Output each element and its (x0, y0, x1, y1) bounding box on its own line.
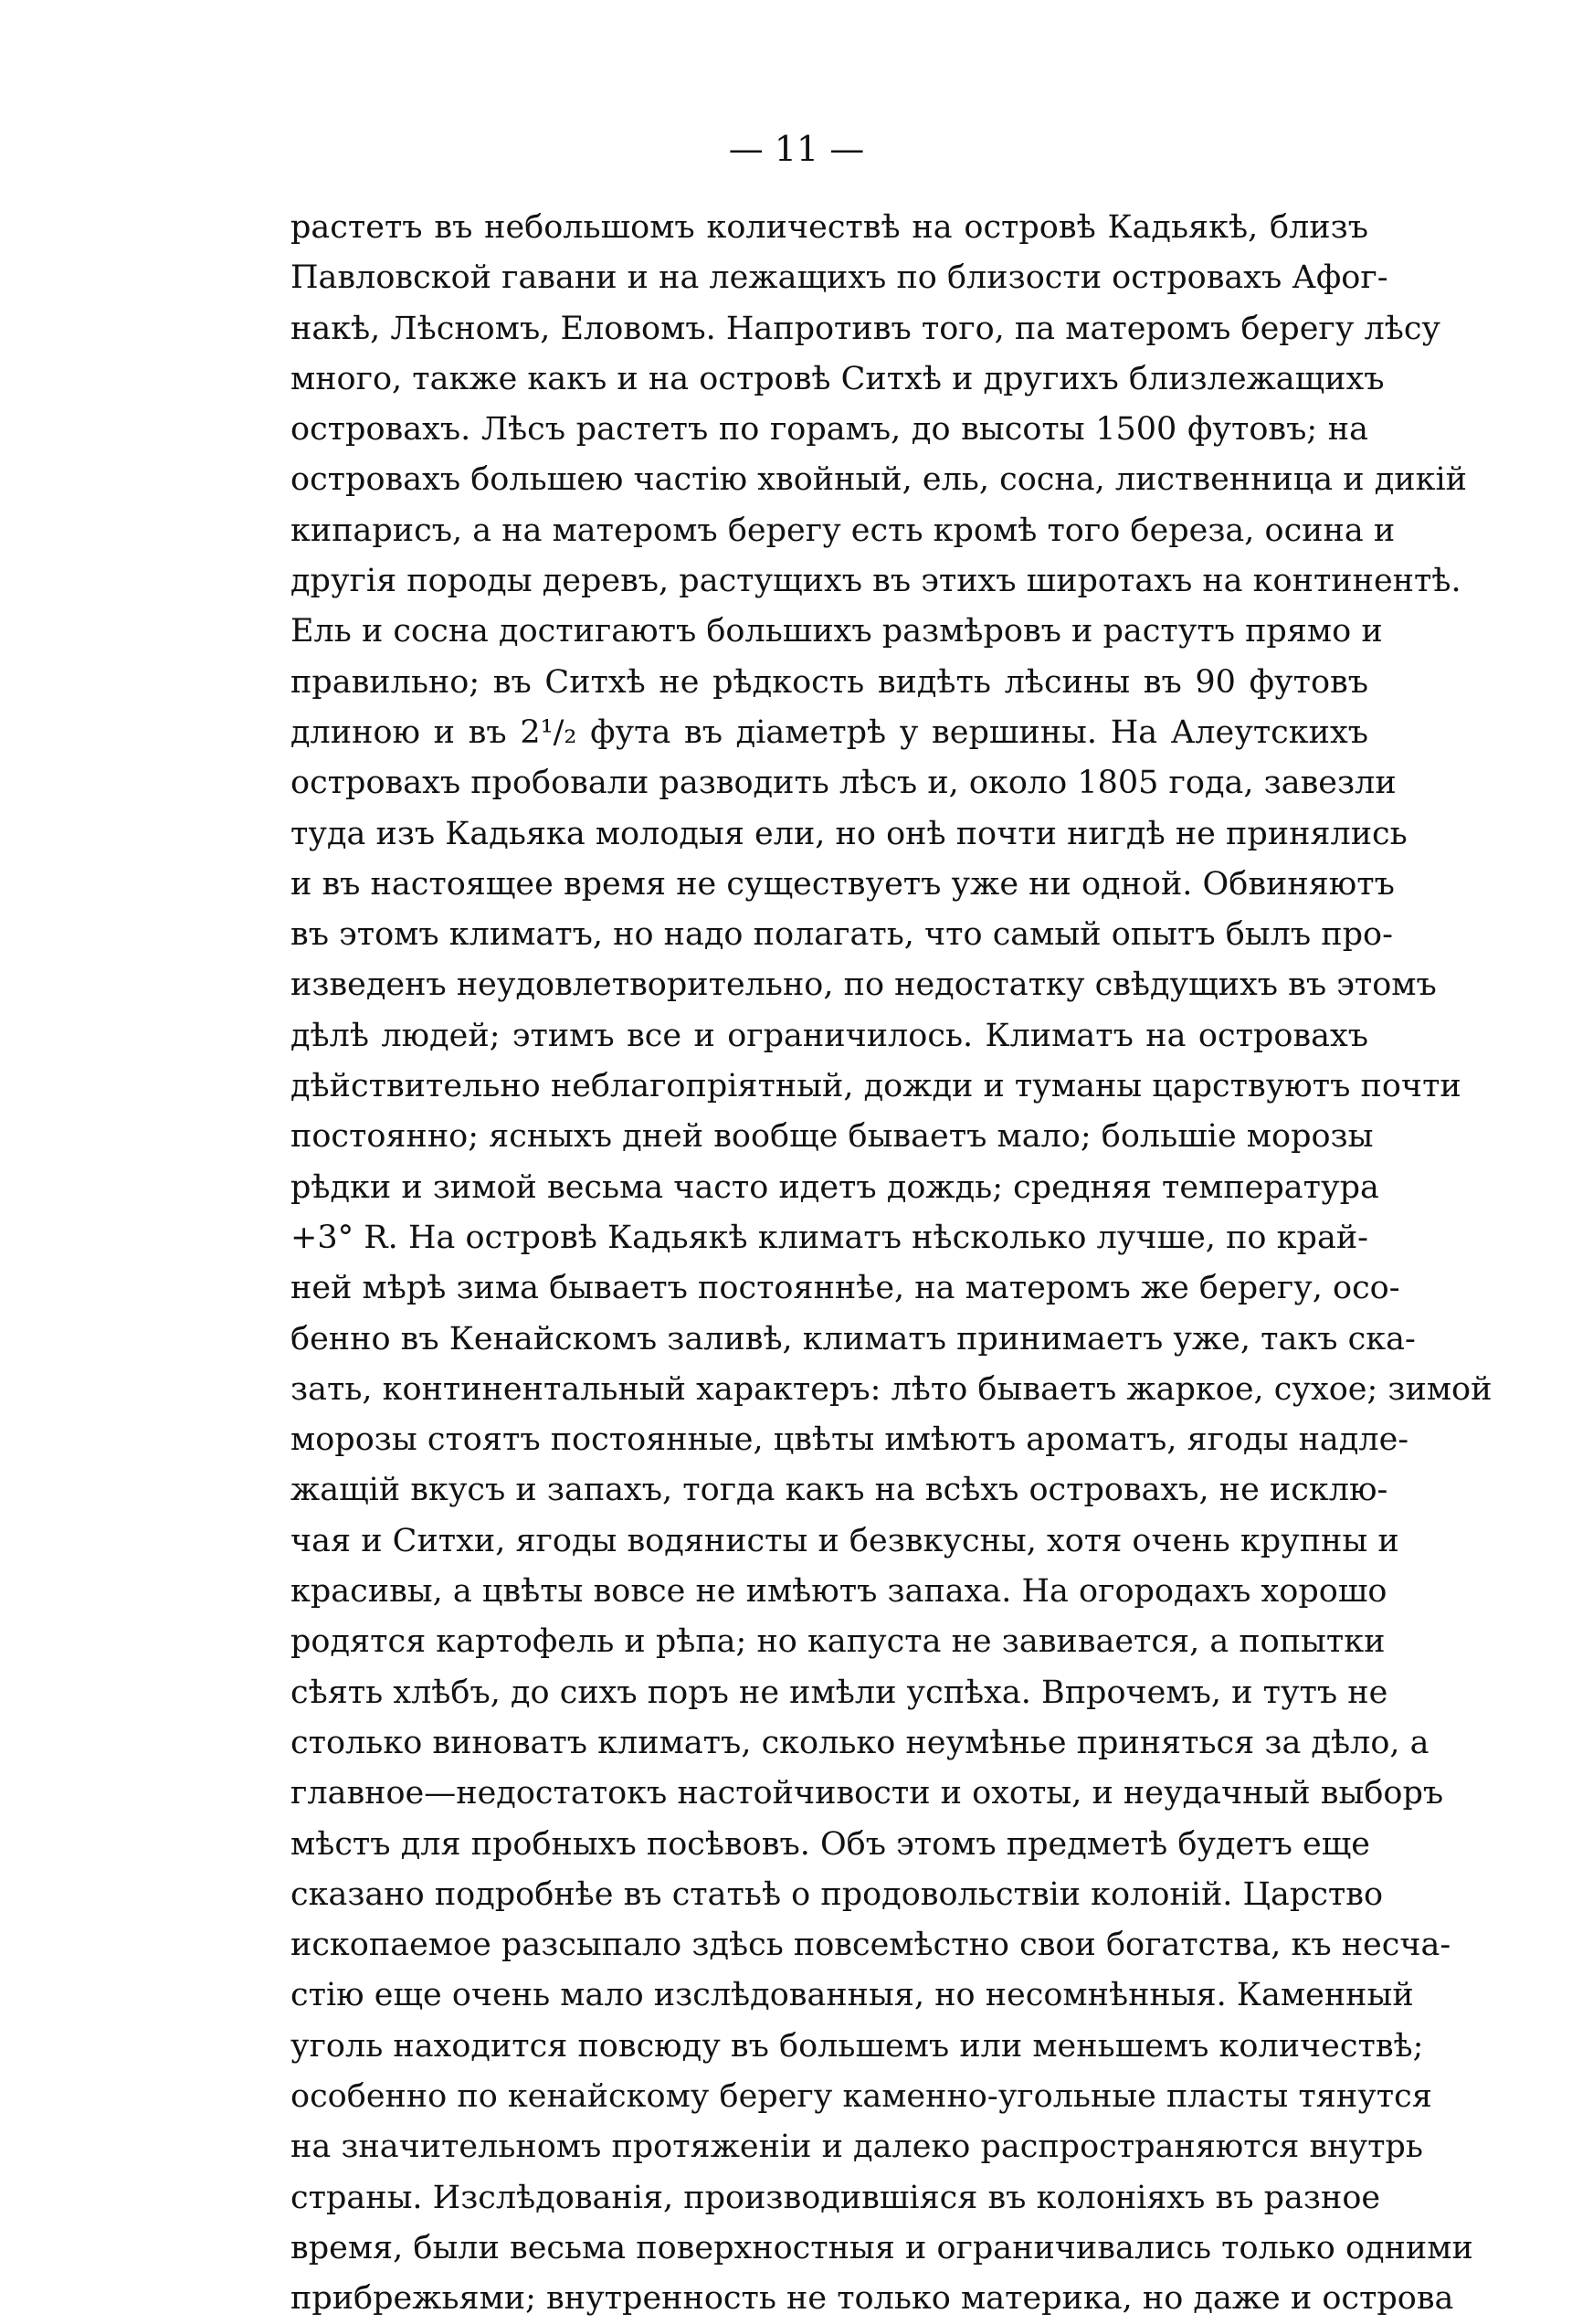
text-line: стію еще очень мало изслѣдованныя, но несомнѣнныя. Каменный (290, 1977, 1414, 2014)
text-line: особенно по кенайскому берегу каменно-угольные пласты тянутся (290, 2077, 1432, 2115)
text-line: дѣйствительно неблагопріятный, дожди и туманы царствуютъ почти (290, 1068, 1461, 1105)
text-line: мѣстъ для пробныхъ посѣвовъ. Объ этомъ предметѣ будетъ еще (290, 1825, 1370, 1863)
text-line: и въ настоящее время не существуетъ уже ни одной. Обвиняютъ (290, 865, 1395, 903)
text-line: родятся картофель и рѣпа; но капуста не завивается, а попытки (290, 1623, 1386, 1661)
text-line: сѣять хлѣбъ, до сихъ поръ не имѣли успѣха. Впрочемъ, и тутъ не (290, 1674, 1388, 1711)
text-line: островахъ. Лѣсъ растетъ по горамъ, до высоты 1500 футовъ; на (290, 411, 1368, 449)
text-line: страны. Изслѣдованія, производившіяся въ колоніяхъ въ разное (290, 2179, 1381, 2216)
text-line: дѣлѣ людей; этимъ все и ограничилось. Климатъ на островахъ (290, 1017, 1368, 1054)
text-line: столько виноватъ климатъ, сколько неумѣнье приняться за дѣло, а (290, 1724, 1429, 1761)
text-line: правильно; въ Ситхѣ не рѣдкость видѣть лѣсины въ 90 футовъ (290, 663, 1368, 701)
text-line: уголь находится повсюду въ большемъ или меньшемъ количествѣ; (290, 2027, 1424, 2065)
text-line: морозы стоятъ постоянные, цвѣты имѣютъ ароматъ, ягоды надле- (290, 1421, 1409, 1459)
text-line: Павловской гавани и на лежащихъ по близости островахъ Афог- (290, 259, 1388, 297)
text-line: главное—недостатокъ настойчивости и охоты, и неудачный выборъ (290, 1775, 1444, 1812)
text-line: бенно въ Кенайскомъ заливѣ, климатъ принимаетъ уже, такъ ска- (290, 1320, 1416, 1357)
text-line: кипарисъ, а на матеромъ берегу есть кромѣ того береза, осина и (290, 512, 1396, 549)
text-line: рѣдки и зимой весьма часто идетъ дождь; средняя температура (290, 1168, 1379, 1206)
text-line: островахъ пробовали разводить лѣсъ и, около 1805 года, завезли (290, 765, 1397, 802)
text-line: прибрежьями; внутренность не только материка, но даже и острова (290, 2280, 1454, 2318)
text-line: накѣ, Лѣсномъ, Еловомъ. Напротивъ того, па матеромъ берегу лѣсу (290, 310, 1441, 347)
text-line: Ель и сосна достигаютъ большихъ размѣровъ и растутъ прямо и (290, 613, 1383, 650)
text-line: въ этомъ климатъ, но надо полагать, что самый опытъ былъ про- (290, 916, 1393, 954)
text-line: жащій вкусъ и запахъ, тогда какъ на всѣхъ островахъ, не исклю- (290, 1472, 1388, 1509)
text-line: зать, континентальный характеръ: лѣто бываетъ жаркое, сухое; зимой (290, 1370, 1493, 1408)
text-line: островахъ большею частію хвойный, ель, сосна, лиственница и дикій (290, 461, 1467, 499)
text-line: сказано подробнѣе въ статьѣ о продовольствіи колоній. Царство (290, 1875, 1384, 1913)
text-line: на значительномъ протяженіи и далеко распространяются внутрь (290, 2129, 1423, 2166)
text-line: другія породы деревъ, растущихъ въ этихъ широтахъ на континентѣ. (290, 563, 1461, 600)
text-line: +3° R. На островѣ Кадьякѣ климатъ нѣсколько лучше, по край- (290, 1219, 1368, 1256)
text-line: длиною и въ 2¹/₂ фута въ діаметрѣ у вершины. На Алеутскихъ (290, 713, 1368, 751)
text-line: ней мѣрѣ зима бываетъ постояннѣе, на матеромъ же берегу, осо- (290, 1270, 1400, 1307)
text-line: много, также какъ и на островѣ Ситхѣ и другихъ близлежащихъ (290, 360, 1385, 397)
text-line: изведенъ неудовлетворительно, по недостатку свѣдущихъ въ этомъ (290, 967, 1437, 1004)
text-line: постоянно; ясныхъ дней вообще бываетъ мало; большіе морозы (290, 1118, 1374, 1156)
text-line: растетъ въ небольшомъ количествѣ на островѣ Кадьякѣ, близъ (290, 209, 1368, 246)
text-line: туда изъ Кадьяка молодыя ели, но онѣ почти нигдѣ не принялись (290, 815, 1408, 852)
page-number: — 11 — (728, 129, 865, 169)
text-line: чая и Ситхи, ягоды водянисты и безвкусны, хотя очень крупны и (290, 1522, 1399, 1559)
text-line: время, были весьма поверхностныя и ограничивались только одними (290, 2229, 1473, 2266)
text-line: красивы, а цвѣты вовсе не имѣютъ запаха. На огородахъ хорошо (290, 1573, 1387, 1611)
body-text (290, 203, 1493, 2324)
text-line: ископаемое разсыпало здѣсь повсемѣстно свои богатства, къ несча- (290, 1927, 1451, 1964)
